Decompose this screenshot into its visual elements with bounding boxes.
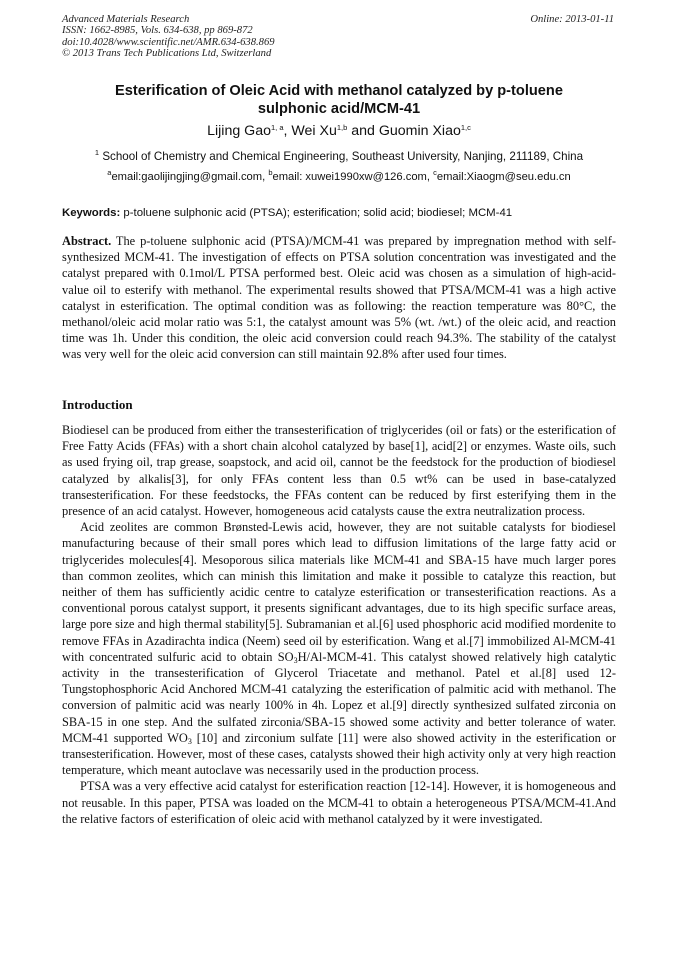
online-date: Online: 2013-01-11 [530,14,614,25]
email-list [62,168,616,183]
copyright-line: © 2013 Trans Tech Publications Ltd, Switzerland [62,48,272,60]
paragraph: PTSA was a very effective acid catalyst for esterification reaction [12-14]. However, it is homogeneous and not reusable. In this paper, PTSA was loaded on the MCM-41 to obtain a heterogeneous PTSA/MCM-41.And the relative factors of esterification of oleic acid with methanol catalyzed by it were investigated. [62,779,616,826]
author-name: Lijing Gao [207,123,271,139]
affiliation [62,150,616,163]
issn-line: ISSN: 1662-8985, Vols. 634-638, pp 869-872 [62,25,253,37]
email-marker: c [433,168,437,177]
author-name: and Guomin Xiao [347,123,461,139]
author-list [62,123,616,139]
keywords-text: p-toluene sulphonic acid (PTSA); esterification; solid acid; biodiesel; MCM-41 [120,207,513,219]
email-a[interactable]: email:gaolijingjing@gmail.com, [111,171,269,183]
paper-title [62,82,616,118]
paragraph-text: [10] and zirconium sulfate [11] were also showed activity in the esterification or transesterification. However, most of these cases, catalysts showed their high activity only at very high reaction temperature, which meant autoclave was necessarily used in the production process. [62,730,617,778]
author-name: , Wei Xu [283,123,337,139]
affiliation-number: 1 [94,148,100,157]
abstract [62,233,616,363]
email-c[interactable]: email:Xiaogm@seu.edu.cn [436,171,571,183]
section-heading-introduction: Introduction [62,397,133,412]
paragraph-text: H/Al-MCM-41. This catalyst showed relatively high catalytic activity in the transesterification of Glycerol Triacetate and methanol. Patel et al.[8] used 12-Tungstophosphoric Acid Anchored MCM-41 catalyzing the esterification of palmitic acid with methanol. The conversion of palmitic acid was nearly 100% in 4h. Lopez et al.[9] directly synthesized sulfated zirconia on SBA-15 in one step. And the sulfated zirconia/SBA-15 showed some activity and better tolerance of water. MCM-41 supported WO [62,649,616,745]
email-b[interactable]: email: xuwei1990xw@126.com, [272,171,434,183]
affiliation-text: School of Chemistry and Chemical Engineering, Southeast University, Nanjing, 211189, China [99,150,584,163]
email-marker: a [107,168,112,177]
title-line-2: sulphonic acid/MCM-41 [257,101,421,117]
paragraph-text: Acid zeolites are common Brønsted-Lewis acid, however, they are not suitable catalysts for biodiesel manufacturing because of their small pores which lead to diffusion limitations of the large fatty acid or triglycerides molecules[4]. Mesoporous silica materials like MCM-41 and SBA-15 have much larger pores than common zeolites, which can minish this limitation and make it possible to catalyze this reaction, but neither of them has sufficiently acidic centre to catalyze esterification or transesterification reactions. As a conventional porous catalyst support, it presents significant advantages, due to its high specific surface areas, large pore size and high thermal stability[5]. Subramanian et al.[6] used phosphoric acid modified mordenite to remove FFAs in Azadirachta indica (Neem) seed oil by esterification. Wang et al.[7] immobilized Al-MCM-41 with concentrated sulfuric acid to obtain SO [62,520,616,664]
journal-name: Advanced Materials Research [62,14,190,25]
abstract-text: The p-toluene sulphonic acid (PTSA)/MCM-41 was prepared by impregnation method with self-synthesized MCM-41. The investigation of effects on PTSA solution concentration was investigated and the catalyst prepared with 0.1mol/L PTSA performed best. Oleic acid was chosen as a simulation of high-acid-value oil to esterify with methanol. The experimental results showed that PTSA/MCM-41 was a high active catalyst in esterification. The optimal condition was as following: the reaction temperature was 80°C, the methanol/oleic acid molar ratio was 5:1, the catalyst amount was 5% (wt. /wt.) of the oleic acid, and reaction time was 1h. Under this condition, the oleic acid conversion could reach 94.3%. The stability of the catalyst was very well for the oleic acid conversion can still maintain 92.8% after used four times. [62,234,616,362]
paragraph: Biodiesel can be produced from either the transesterification of triglycerides (oil or fats) or the esterification of Free Fatty Acids (FFAs) with a short chain alcohol catalyzed by base[1], acid[2] or enzymes. Waste oils, such as used frying oil, trap grease, soapstock, and acid oil, cannot be the feedstock for the production of biodiesel catalyzed by alkalis[3], for only FFAs content less than 0.5 wt% can be used in base-catalyzed transesterification. For these feedstocks, the FFAs content can be reduced by first esterifying them in the presence of an acid catalyst. However, homogeneous acid catalysts cause the extra neutralization process. [62,423,616,519]
author-affil-marker: 1,c [460,123,471,132]
abstract-label: Abstract. [62,234,112,248]
paragraph [62,519,616,778]
keywords [62,207,616,219]
subscript: 3 [293,655,298,665]
author-affil-marker: 1,b [336,123,348,132]
doi-line[interactable]: doi:10.4028/www.scientific.net/AMR.634-638.869 [62,36,275,48]
title-line-1: Esterification of Oleic Acid with methanol catalyzed by p-toluene [115,83,563,99]
subscript: 3 [187,736,192,746]
introduction-body [62,422,616,827]
email-marker: b [268,168,273,177]
journal-header [62,14,275,60]
keywords-label: Keywords: [62,207,121,219]
author-affil-marker: 1, a [270,123,284,132]
